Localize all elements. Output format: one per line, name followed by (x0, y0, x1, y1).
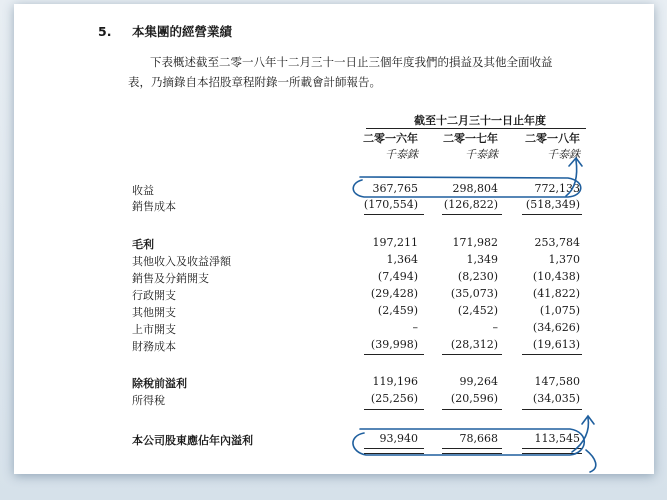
row-value: 253,784 (534, 236, 580, 249)
row-value: (20,596) (450, 392, 498, 405)
period-header: 截至十二月三十一日止年度 (414, 114, 546, 127)
row-value: 113,545 (534, 432, 580, 445)
row-label: 毛利 (132, 238, 154, 251)
arrow-up-profit (572, 418, 588, 452)
section-title: 本集團的經營業績 (132, 24, 233, 39)
year-header-2016: 二零一六年 (363, 132, 418, 145)
row-label: 收益 (132, 184, 154, 197)
row-label: 本公司股東應佔年內溢利 (132, 434, 253, 447)
row-value: (19,613) (532, 338, 580, 351)
unit-label-2017: 千泰銖 (465, 148, 498, 161)
intro-line-2: 表，乃摘錄自本招股章程附錄一所載會計師報告。 (128, 75, 381, 89)
row-label: 銷售成本 (132, 200, 176, 213)
row-value: (28,312) (450, 338, 498, 351)
row-value: 298,804 (452, 182, 498, 195)
row-value: (41,822) (532, 287, 580, 300)
row-value: (1,075) (539, 304, 580, 317)
row-label: 上市開支 (132, 323, 176, 336)
row-value: (2,459) (377, 304, 418, 317)
row-value: (34,626) (532, 321, 580, 334)
section-number: 5. (98, 24, 112, 39)
row-value: (2,452) (457, 304, 498, 317)
curl-scribble (586, 450, 596, 472)
row-value: 171,982 (452, 236, 498, 249)
profit-highlight-loop (353, 429, 584, 455)
row-value: (25,256) (370, 392, 418, 405)
row-value: 78,668 (459, 432, 498, 445)
row-value: – (492, 321, 498, 334)
row-label: 除稅前溢利 (132, 377, 187, 390)
row-value: 1,349 (466, 253, 498, 266)
row-value: 93,940 (379, 432, 418, 445)
row-value: 99,264 (459, 375, 498, 388)
intro-line-1: 下表概述截至二零一八年十二月三十一日止三個年度我們的損益及其他全面收益 (150, 55, 553, 69)
row-value: 1,364 (386, 253, 418, 266)
row-value: (34,035) (532, 392, 580, 405)
row-value: 119,196 (372, 375, 418, 388)
row-value: (39,998) (370, 338, 418, 351)
row-value: (170,554) (363, 198, 418, 211)
row-value: (29,428) (370, 287, 418, 300)
row-label: 銷售及分銷開支 (132, 272, 209, 285)
row-label: 其他收入及收益淨額 (132, 255, 231, 268)
row-value: – (412, 321, 418, 334)
row-value: 197,211 (372, 236, 418, 249)
row-value: (518,349) (525, 198, 580, 211)
row-label: 行政開支 (132, 289, 176, 302)
row-value: 147,580 (534, 375, 580, 388)
row-value: (8,230) (457, 270, 498, 283)
year-header-2017: 二零一七年 (443, 132, 498, 145)
revenue-highlight-loop (353, 177, 581, 197)
row-label: 財務成本 (132, 340, 176, 353)
row-label: 所得稅 (132, 394, 165, 407)
row-value: 367,765 (372, 182, 418, 195)
unit-label-2018: 千泰銖 (547, 148, 580, 161)
unit-label-2016: 千泰銖 (385, 148, 418, 161)
row-value: 1,370 (548, 253, 580, 266)
row-label: 其他開支 (132, 306, 176, 319)
row-value: (10,438) (532, 270, 580, 283)
year-header-2018: 二零一八年 (525, 132, 580, 145)
row-value: (35,073) (450, 287, 498, 300)
row-value: (7,494) (377, 270, 418, 283)
row-value: (126,822) (443, 198, 498, 211)
row-value: 772,133 (534, 182, 580, 195)
